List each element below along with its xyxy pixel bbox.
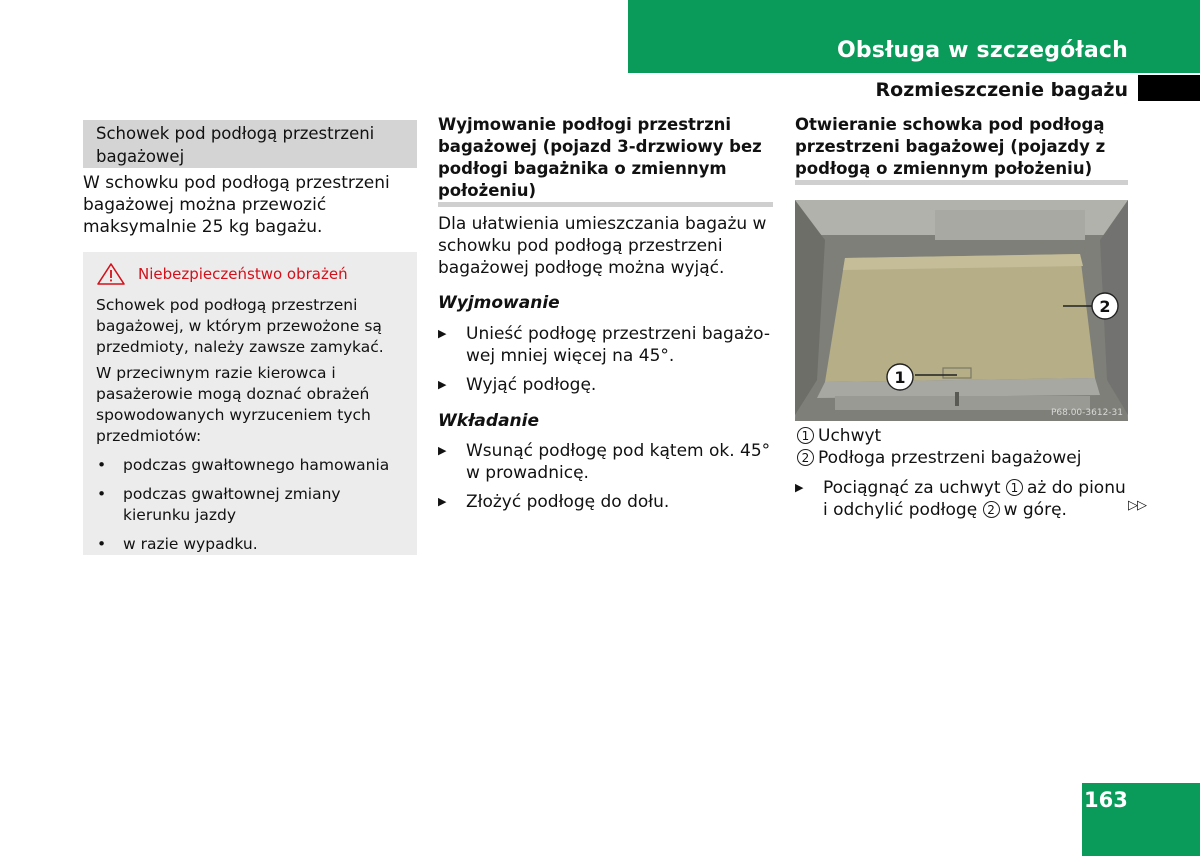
- step-item: [438, 491, 773, 513]
- remove-floor-intro: Dla ułatwienia umieszczania bagażu w schowku pod podłogą przestrzeni bagażowej podłogę można wyjąć.: [438, 214, 767, 278]
- callout-ref: 2: [983, 501, 1000, 518]
- step-text: Wyjąć podłogę.: [466, 375, 597, 395]
- step-item: [795, 477, 1135, 521]
- legend-item: [797, 447, 1081, 469]
- callout-2: 2: [1099, 297, 1111, 316]
- step-text: [823, 477, 1126, 521]
- warning-paragraph-1: Schowek pod podłogą przestrzeni bagażowej, w którym przewożone są przedmioty, należy zawsze zamykać.: [96, 296, 384, 356]
- warning-triangle-icon: [96, 262, 126, 286]
- page-number: 163: [1084, 788, 1128, 812]
- heading-divider: [795, 180, 1128, 185]
- storage-intro: W schowku pod podłogą przestrzeni bagażowej można przewozić maksymalnie 25 kg bagażu.: [83, 173, 390, 237]
- remove-floor-heading: Wyjmowanie podłogi przestrzni bagażowej (pojazd 3-drzwiowy bez podłogi bagażnika o zmiennym położeniu): [438, 115, 762, 200]
- step-text-part: i odchylić podłogę: [823, 500, 978, 520]
- step-arrow-icon: ▶: [438, 327, 447, 340]
- open-compartment-heading: Otwieranie schowka pod podłogą przestrzeni bagażowej (pojazdy z podłogą o zmiennym położeniu): [795, 115, 1106, 178]
- continue-marker: ▷▷: [1128, 498, 1146, 513]
- step-text-part: w górę.: [1003, 500, 1067, 520]
- step-item: [438, 440, 773, 484]
- storage-heading: Schowek pod podłogą przestrzeni bagażowej: [96, 124, 375, 166]
- legend-item: [797, 425, 1081, 447]
- step-arrow-icon: ▶: [438, 444, 447, 457]
- step-item: [438, 374, 773, 396]
- warning-header: [96, 262, 348, 286]
- step-item: [438, 323, 773, 367]
- legend-text: Podłoga przestrzeni bagażowej: [818, 448, 1082, 468]
- removing-subheading: Wyjmowanie: [438, 293, 560, 313]
- step-arrow-icon: ▶: [795, 481, 804, 494]
- step-text-part: Pociągnąć za uchwyt: [823, 478, 1001, 498]
- section-title: Obsługa w szczegółach: [836, 38, 1128, 63]
- luggage-floor-photo: [795, 200, 1128, 421]
- opening-steps: [795, 477, 1135, 528]
- step-text: Wsunąć podłogę pod kątem ok. 45° w prowadnicę.: [466, 441, 771, 483]
- warning-paragraph-2: W przeciwnym razie kierowca i pasażerowie mogą doznać obrażeń spowodowanych wyrzuceniem tych przedmiotów:: [96, 364, 371, 445]
- step-arrow-icon: ▶: [438, 495, 447, 508]
- subsection-title: Rozmieszczenie bagażu: [875, 79, 1128, 101]
- warning-title: Niebezpieczeństwo obrażeń: [138, 265, 348, 283]
- heading-divider: [438, 202, 773, 207]
- callout-ref: 1: [1006, 479, 1023, 496]
- step-arrow-icon: ▶: [438, 378, 447, 391]
- subsection-marker: [1138, 75, 1200, 101]
- warning-list: [96, 455, 406, 563]
- inserting-subheading: Wkładanie: [438, 411, 540, 431]
- removing-steps: [438, 323, 773, 403]
- legend-text: Uchwyt: [818, 426, 882, 446]
- step-text-part: aż do pionu: [1026, 478, 1126, 498]
- callout-1: 1: [894, 368, 906, 387]
- legend-number: 2: [797, 449, 814, 466]
- list-item: • podczas gwałtownego hamowania: [96, 455, 406, 476]
- photo-legend: [797, 425, 1081, 469]
- list-item: • w razie wypadku.: [96, 534, 406, 555]
- list-item: • podczas gwałtownej zmiany kierunku jazdy: [96, 484, 406, 526]
- step-text: Złożyć podłogę do dołu.: [466, 492, 670, 512]
- step-text: Unieść podłogę przestrzeni bagażo-wej mniej więcej na 45°.: [466, 324, 771, 366]
- storage-heading-box: [83, 120, 417, 168]
- photo-code: P68.00-3612-31: [1050, 408, 1123, 418]
- inserting-steps: [438, 440, 773, 520]
- legend-number: 1: [797, 427, 814, 444]
